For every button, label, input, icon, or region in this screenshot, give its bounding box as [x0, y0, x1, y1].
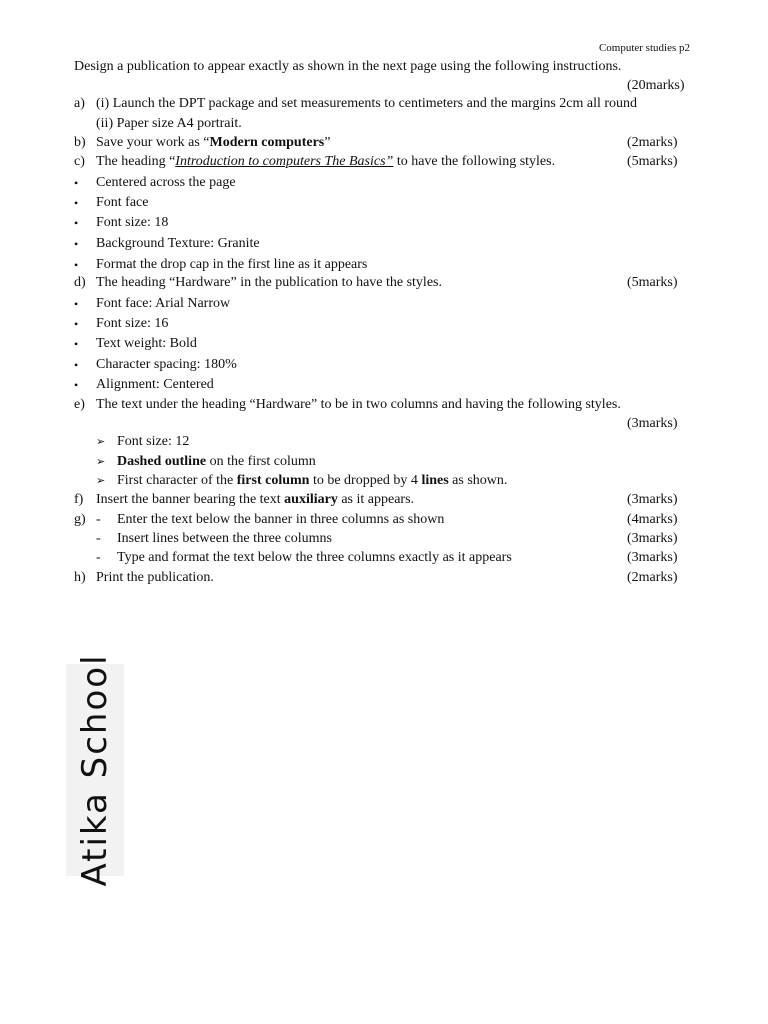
- e-sub3-text: [117, 471, 507, 491]
- arrow-bullet-icon: ➢: [96, 436, 106, 448]
- item-h-marks: (2marks): [627, 570, 678, 585]
- item-f-line: [0, 490, 768, 510]
- item-c-line: [0, 152, 768, 172]
- arrow-bullet-icon: ➢: [96, 475, 106, 487]
- item-a-line1: [0, 94, 768, 114]
- item-h-text: Print the publication.: [96, 570, 214, 585]
- total-marks: (20marks): [627, 78, 685, 93]
- item-f-marks: (3marks): [627, 492, 678, 507]
- c-bullet-text: Format the drop cap in the first line as it appears: [96, 257, 368, 272]
- page-header: Computer studies p2: [598, 42, 690, 54]
- item-b-text: [96, 133, 330, 153]
- dash-marker: -: [96, 550, 101, 565]
- item-g-text3: Type and format the text below the three columns exactly as it appears: [117, 550, 512, 565]
- item-c-text: [96, 152, 555, 172]
- c-bullet-row: [0, 193, 768, 213]
- item-e-text: The text under the heading “Hardware” to be in two columns and having the following styles.: [96, 397, 621, 412]
- intro-line: [0, 57, 768, 77]
- item-e-line: [0, 395, 768, 415]
- bullet-icon: •: [74, 237, 79, 251]
- d-bullet-row: [0, 314, 768, 334]
- item-b-bold: Modern computers: [209, 135, 325, 150]
- item-h-label: h): [74, 570, 86, 585]
- item-e-label: e): [74, 397, 85, 412]
- item-g-text2: Insert lines between the three columns: [117, 531, 332, 546]
- bullet-icon: •: [74, 337, 79, 351]
- d-bullet-text: Alignment: Centered: [96, 377, 214, 392]
- item-g-label: g): [74, 512, 86, 527]
- d-bullet-row: [0, 355, 768, 375]
- c-bullet-row: [0, 255, 768, 275]
- item-d-line: [0, 273, 768, 293]
- item-d-text: The heading “Hardware” in the publication to have the styles.: [96, 275, 442, 290]
- c-bullet-row: [0, 234, 768, 254]
- item-g-marks3: (3marks): [627, 550, 678, 565]
- bullet-icon: •: [74, 216, 79, 230]
- d-bullet-text: Font face: Arial Narrow: [96, 296, 231, 311]
- e-sub3-pre: First character of the: [117, 473, 237, 488]
- e-sub1-text: Font size: 12: [117, 434, 190, 449]
- item-c-post: to have the following styles.: [393, 154, 556, 169]
- e-sub-row: [0, 432, 768, 452]
- bullet-icon: •: [74, 196, 79, 210]
- bullet-icon: •: [74, 297, 79, 311]
- item-f-pre: Insert the banner bearing the text: [96, 492, 285, 507]
- dash-marker: -: [96, 512, 101, 527]
- c-bullet-text: Font size: 18: [96, 215, 169, 230]
- c-bullet-row: [0, 173, 768, 193]
- school-watermark: [66, 653, 124, 887]
- e-sub3-bold1: first column: [236, 473, 310, 488]
- dash-marker: -: [96, 531, 101, 546]
- arrow-bullet-icon: ➢: [96, 456, 106, 468]
- item-f-post: as it appears.: [337, 492, 415, 507]
- item-g-line3: [0, 548, 768, 568]
- item-c-marks: (5marks): [627, 154, 678, 169]
- e-sub2-rest: on the first column: [206, 454, 316, 469]
- item-f-label: f): [74, 492, 84, 507]
- item-g-marks1: (4marks): [627, 512, 678, 527]
- c-bullet-row: [0, 213, 768, 233]
- bullet-icon: •: [74, 378, 79, 392]
- bullet-icon: •: [74, 176, 79, 190]
- item-b-pre: Save your work as “: [96, 135, 210, 150]
- item-b-label: b): [74, 135, 86, 150]
- bullet-icon: •: [74, 358, 79, 372]
- c-bullet-text: Centered across the page: [96, 175, 236, 190]
- item-g-marks2: (3marks): [627, 531, 678, 546]
- item-a-text1: (i) Launch the DPT package and set measurements to centimeters and the margins 2cm all round: [96, 96, 638, 111]
- e-sub3-bold2: lines: [421, 473, 449, 488]
- e-sub3-mid: to be dropped by 4: [309, 473, 422, 488]
- e-sub2-bold: Dashed outline: [117, 454, 207, 469]
- item-b-line: [0, 133, 768, 153]
- item-f-text: [96, 490, 414, 510]
- bullet-icon: •: [74, 317, 79, 331]
- d-bullet-text: Character spacing: 180%: [96, 357, 237, 372]
- item-c-label: c): [74, 154, 85, 169]
- item-a-label: a): [74, 96, 85, 111]
- item-d-label: d): [74, 275, 86, 290]
- item-c-underlined: Introduction to computers The Basics”: [175, 154, 394, 169]
- item-b-post: ”: [324, 135, 331, 150]
- e-sub-row: [0, 471, 768, 491]
- c-bullet-text: Background Texture: Granite: [96, 236, 260, 251]
- d-bullet-text: Font size: 16: [96, 316, 169, 331]
- watermark-text: Atika School: [75, 653, 115, 887]
- d-bullet-text: Text weight: Bold: [96, 336, 197, 351]
- item-g-line2: [0, 529, 768, 549]
- e-sub2-text: [117, 452, 316, 472]
- item-e-marks: (3marks): [627, 416, 678, 431]
- item-h-line: [0, 568, 768, 588]
- item-b-marks: (2marks): [627, 135, 678, 150]
- e-sub3-post: as shown.: [448, 473, 508, 488]
- total-marks-line: [0, 76, 768, 96]
- item-a-text2: (ii) Paper size A4 portrait.: [96, 116, 242, 131]
- item-e-marks-line: [0, 414, 768, 434]
- item-g-line1: [0, 510, 768, 530]
- item-g-text1: Enter the text below the banner in three columns as shown: [117, 512, 445, 527]
- intro-text: Design a publication to appear exactly as shown in the next page using the following instructions.: [74, 59, 622, 74]
- item-f-bold: auxiliary: [284, 492, 338, 507]
- c-bullet-text: Font face: [96, 195, 149, 210]
- bullet-icon: •: [74, 258, 79, 272]
- d-bullet-row: [0, 375, 768, 395]
- d-bullet-row: [0, 334, 768, 354]
- d-bullet-row: [0, 294, 768, 314]
- item-d-marks: (5marks): [627, 275, 678, 290]
- item-a-line2: [0, 114, 768, 134]
- e-sub-row: [0, 452, 768, 472]
- item-c-pre: The heading “: [96, 154, 176, 169]
